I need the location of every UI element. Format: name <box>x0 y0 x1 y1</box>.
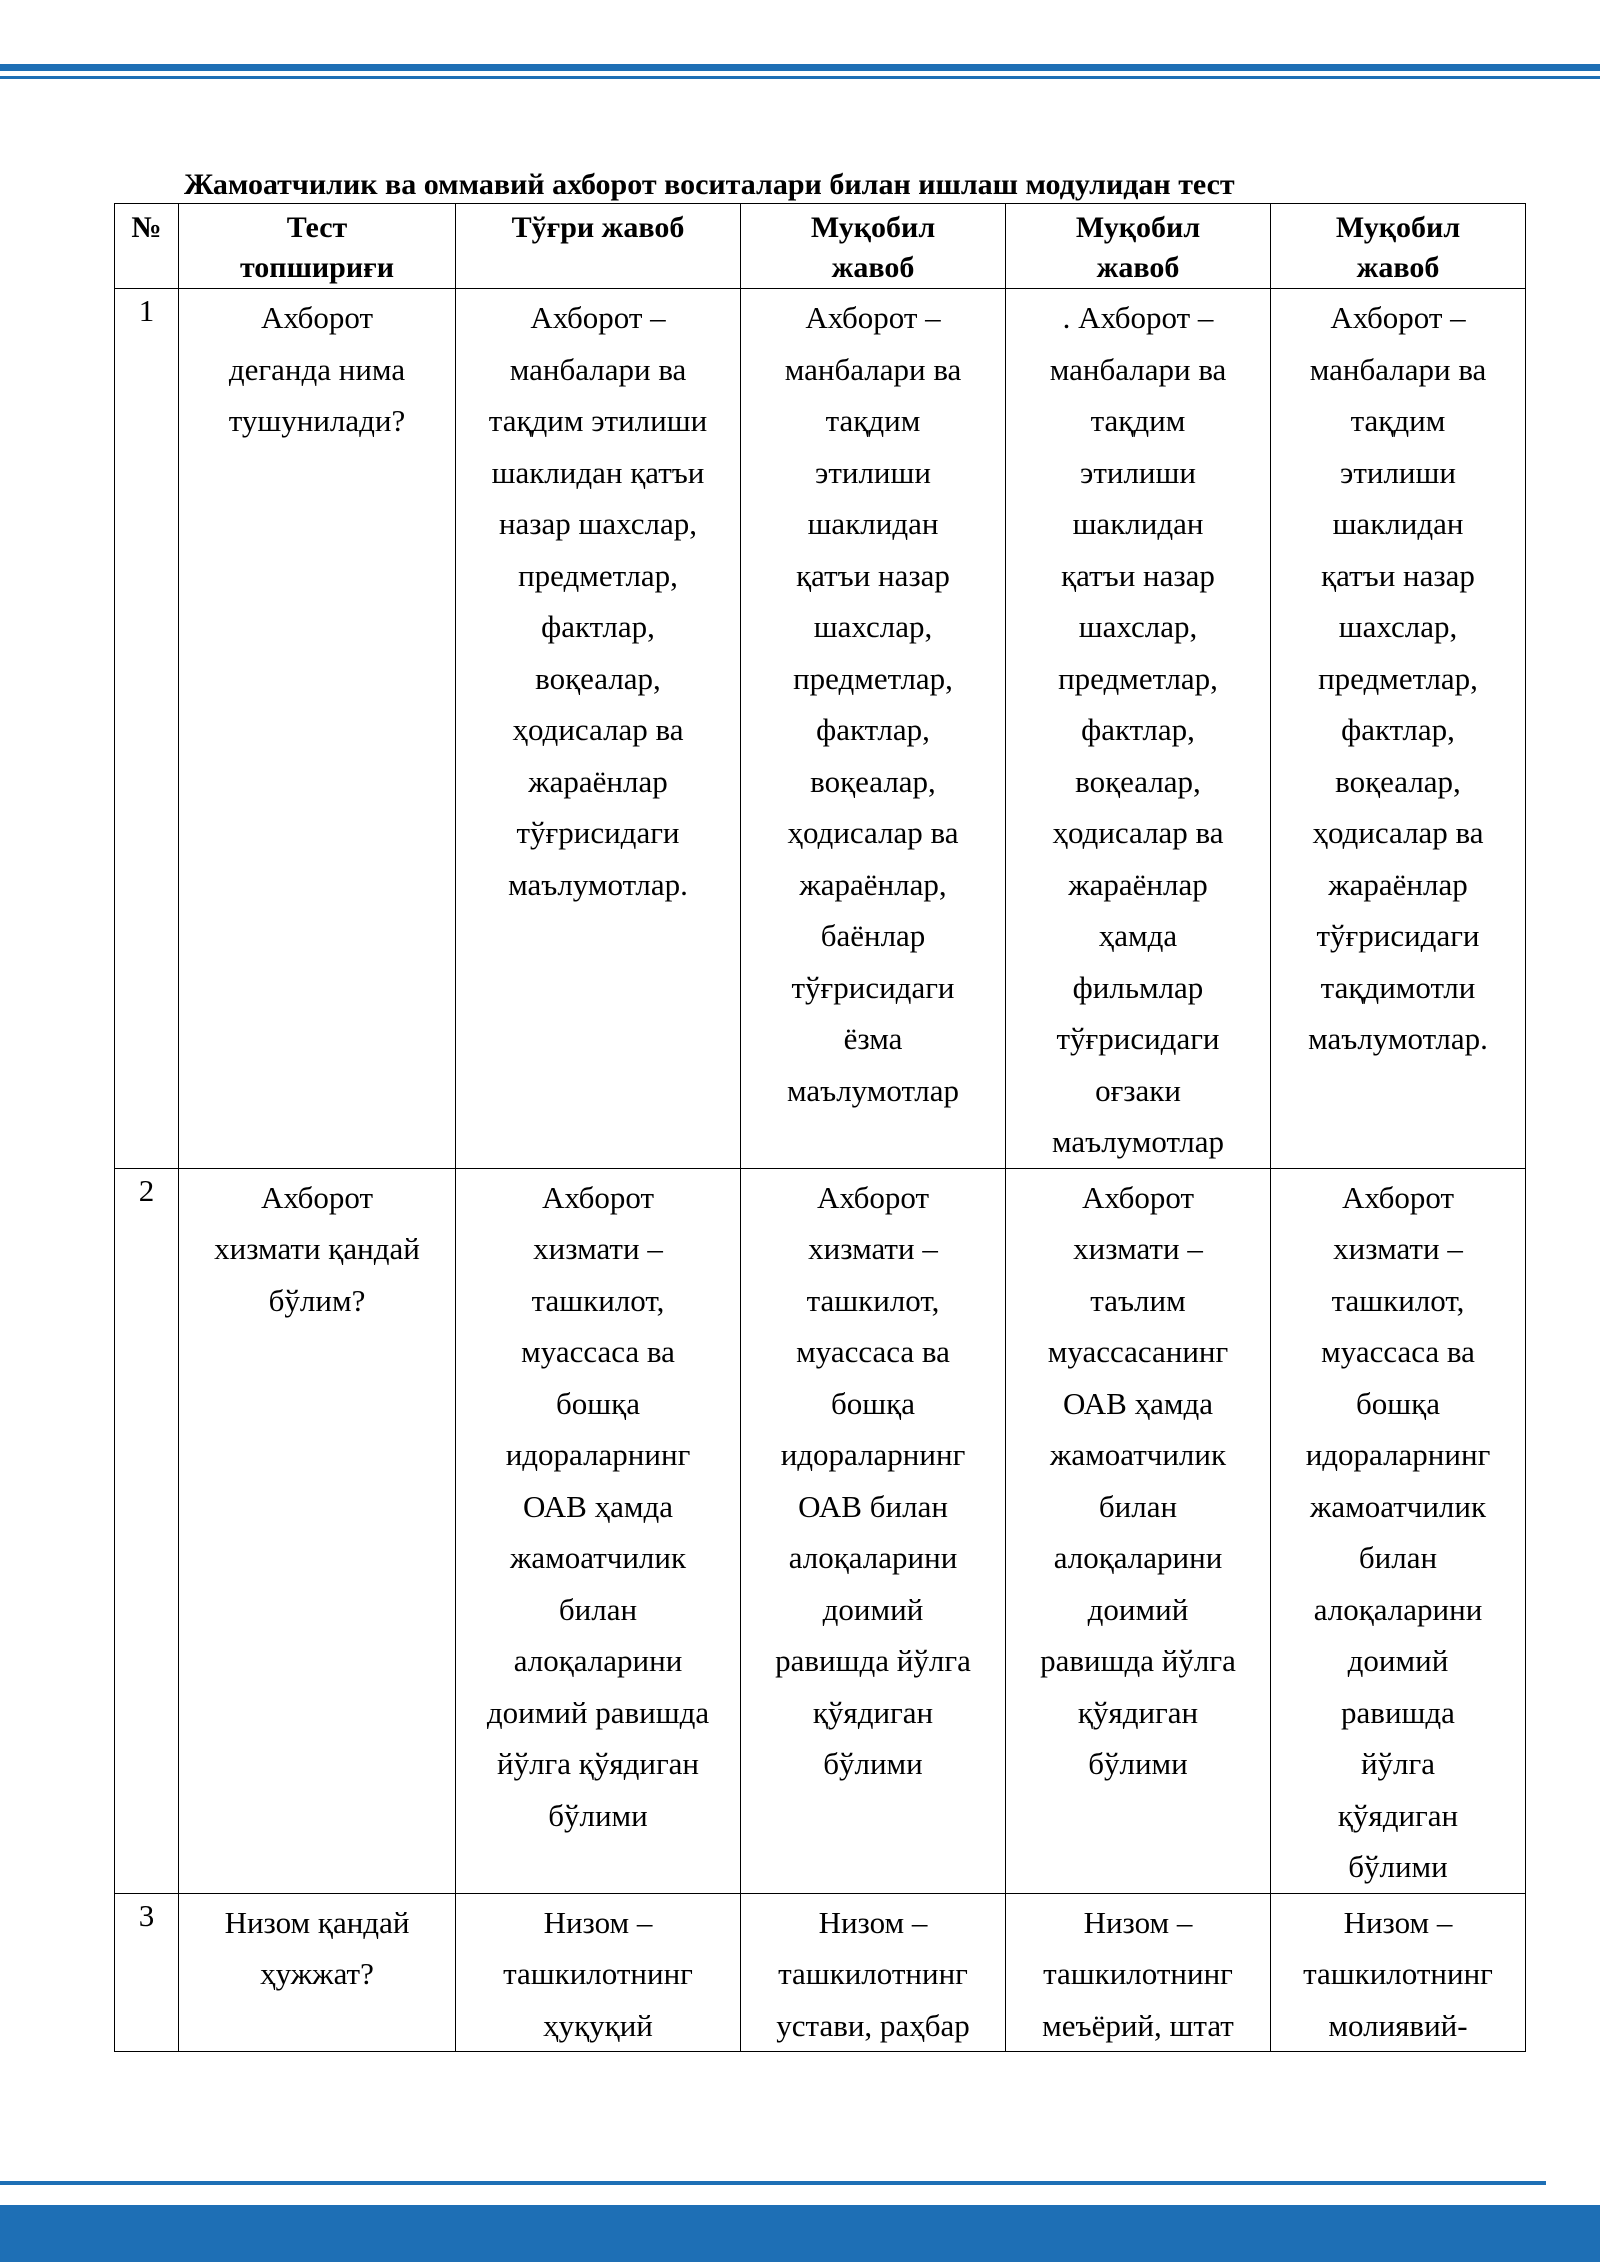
alternative-answer-cell: Ахборот хизмати – ташкилот, муассаса ва бошқа идораларнинг жамоатчилик билан алоқаларини доимий равишда йўлга қўядиган бўлими <box>1271 1168 1526 1893</box>
header-rule-thin <box>0 76 1600 79</box>
alternative-answer-cell: Ахборот хизмати – ташкилот, муассаса ва бошқа идораларнинг ОАВ билан алоқаларини доимий равишда йўлга қўядиган бўлими <box>741 1168 1006 1893</box>
question-cell: Низом қандай ҳужжат? <box>179 1893 456 2052</box>
correct-answer-cell: Низом – ташкилотнинг ҳуқуқий <box>456 1893 741 2052</box>
question-cell: Ахборот хизмати қандай бўлим? <box>179 1168 456 1893</box>
row-number: 1 <box>115 289 179 1169</box>
table-header-row <box>115 204 1526 289</box>
table-row <box>115 1168 1526 1893</box>
alternative-answer-cell: . Ахборот – манбалари ва тақдим этилиши шаклидан қатъи назар шахслар, предметлар, фактлар, воқеалар, ҳодисалар ва жараёнлар ҳамда фильмлар тўғрисидаги оғзаки маълумотлар <box>1006 289 1271 1169</box>
alternative-answer-cell: Ахборот – манбалари ва тақдим этилиши шаклидан қатъи назар шахслар, предметлар, фактлар, воқеалар, ҳодисалар ва жараёнлар, баёнлар тўғрисидаги ёзма маълумотлар <box>741 289 1006 1169</box>
header-alternative-answer-2: Муқобил жавоб <box>1006 204 1271 289</box>
footer-band <box>0 2205 1600 2262</box>
question-cell: Ахборот деганда нима тушунилади? <box>179 289 456 1169</box>
row-number: 3 <box>115 1893 179 2052</box>
header-correct-answer: Тўғри жавоб <box>456 204 741 289</box>
header-alternative-answer-3: Муқобил жавоб <box>1271 204 1526 289</box>
correct-answer-cell: Ахборот – манбалари ва тақдим этилиши шаклидан қатъи назар шахслар, предметлар, фактлар, воқеалар, ҳодисалар ва жараёнлар тўғрисидаги маълумотлар. <box>456 289 741 1169</box>
alternative-answer-cell: Ахборот хизмати – таълим муассасанинг ОАВ ҳамда жамоатчилик билан алоқаларини доимий равишда йўлга қўядиган бўлими <box>1006 1168 1271 1893</box>
alternative-answer-cell: Ахборот – манбалари ва тақдим этилиши шаклидан қатъи назар шахслар, предметлар, фактлар, воқеалар, ҳодисалар ва жараёнлар тўғрисидаги тақдимотли маълумотлар. <box>1271 289 1526 1169</box>
alternative-answer-cell: Низом – ташкилотнинг меъёрий, штат <box>1006 1893 1271 2052</box>
document-title: Жамоатчилик ва оммавий ахборот воситалари билан ишлаш модулидан тест <box>184 168 1235 201</box>
header-rule-thick <box>0 64 1600 71</box>
header-task: Тест топшириғи <box>179 204 456 289</box>
header-number: № <box>115 204 179 289</box>
alternative-answer-cell: Низом – ташкилотнинг устави, раҳбар <box>741 1893 1006 2052</box>
header-alternative-answer-1: Муқобил жавоб <box>741 204 1006 289</box>
table-row <box>115 1893 1526 2052</box>
footer-rule <box>0 2181 1546 2185</box>
table-row <box>115 289 1526 1169</box>
alternative-answer-cell: Низом – ташкилотнинг молиявий- <box>1271 1893 1526 2052</box>
test-table <box>114 203 1526 2052</box>
correct-answer-cell: Ахборот хизмати – ташкилот, муассаса ва бошқа идораларнинг ОАВ ҳамда жамоатчилик билан алоқаларини доимий равишда йўлга қўядиган бўлими <box>456 1168 741 1893</box>
row-number: 2 <box>115 1168 179 1893</box>
